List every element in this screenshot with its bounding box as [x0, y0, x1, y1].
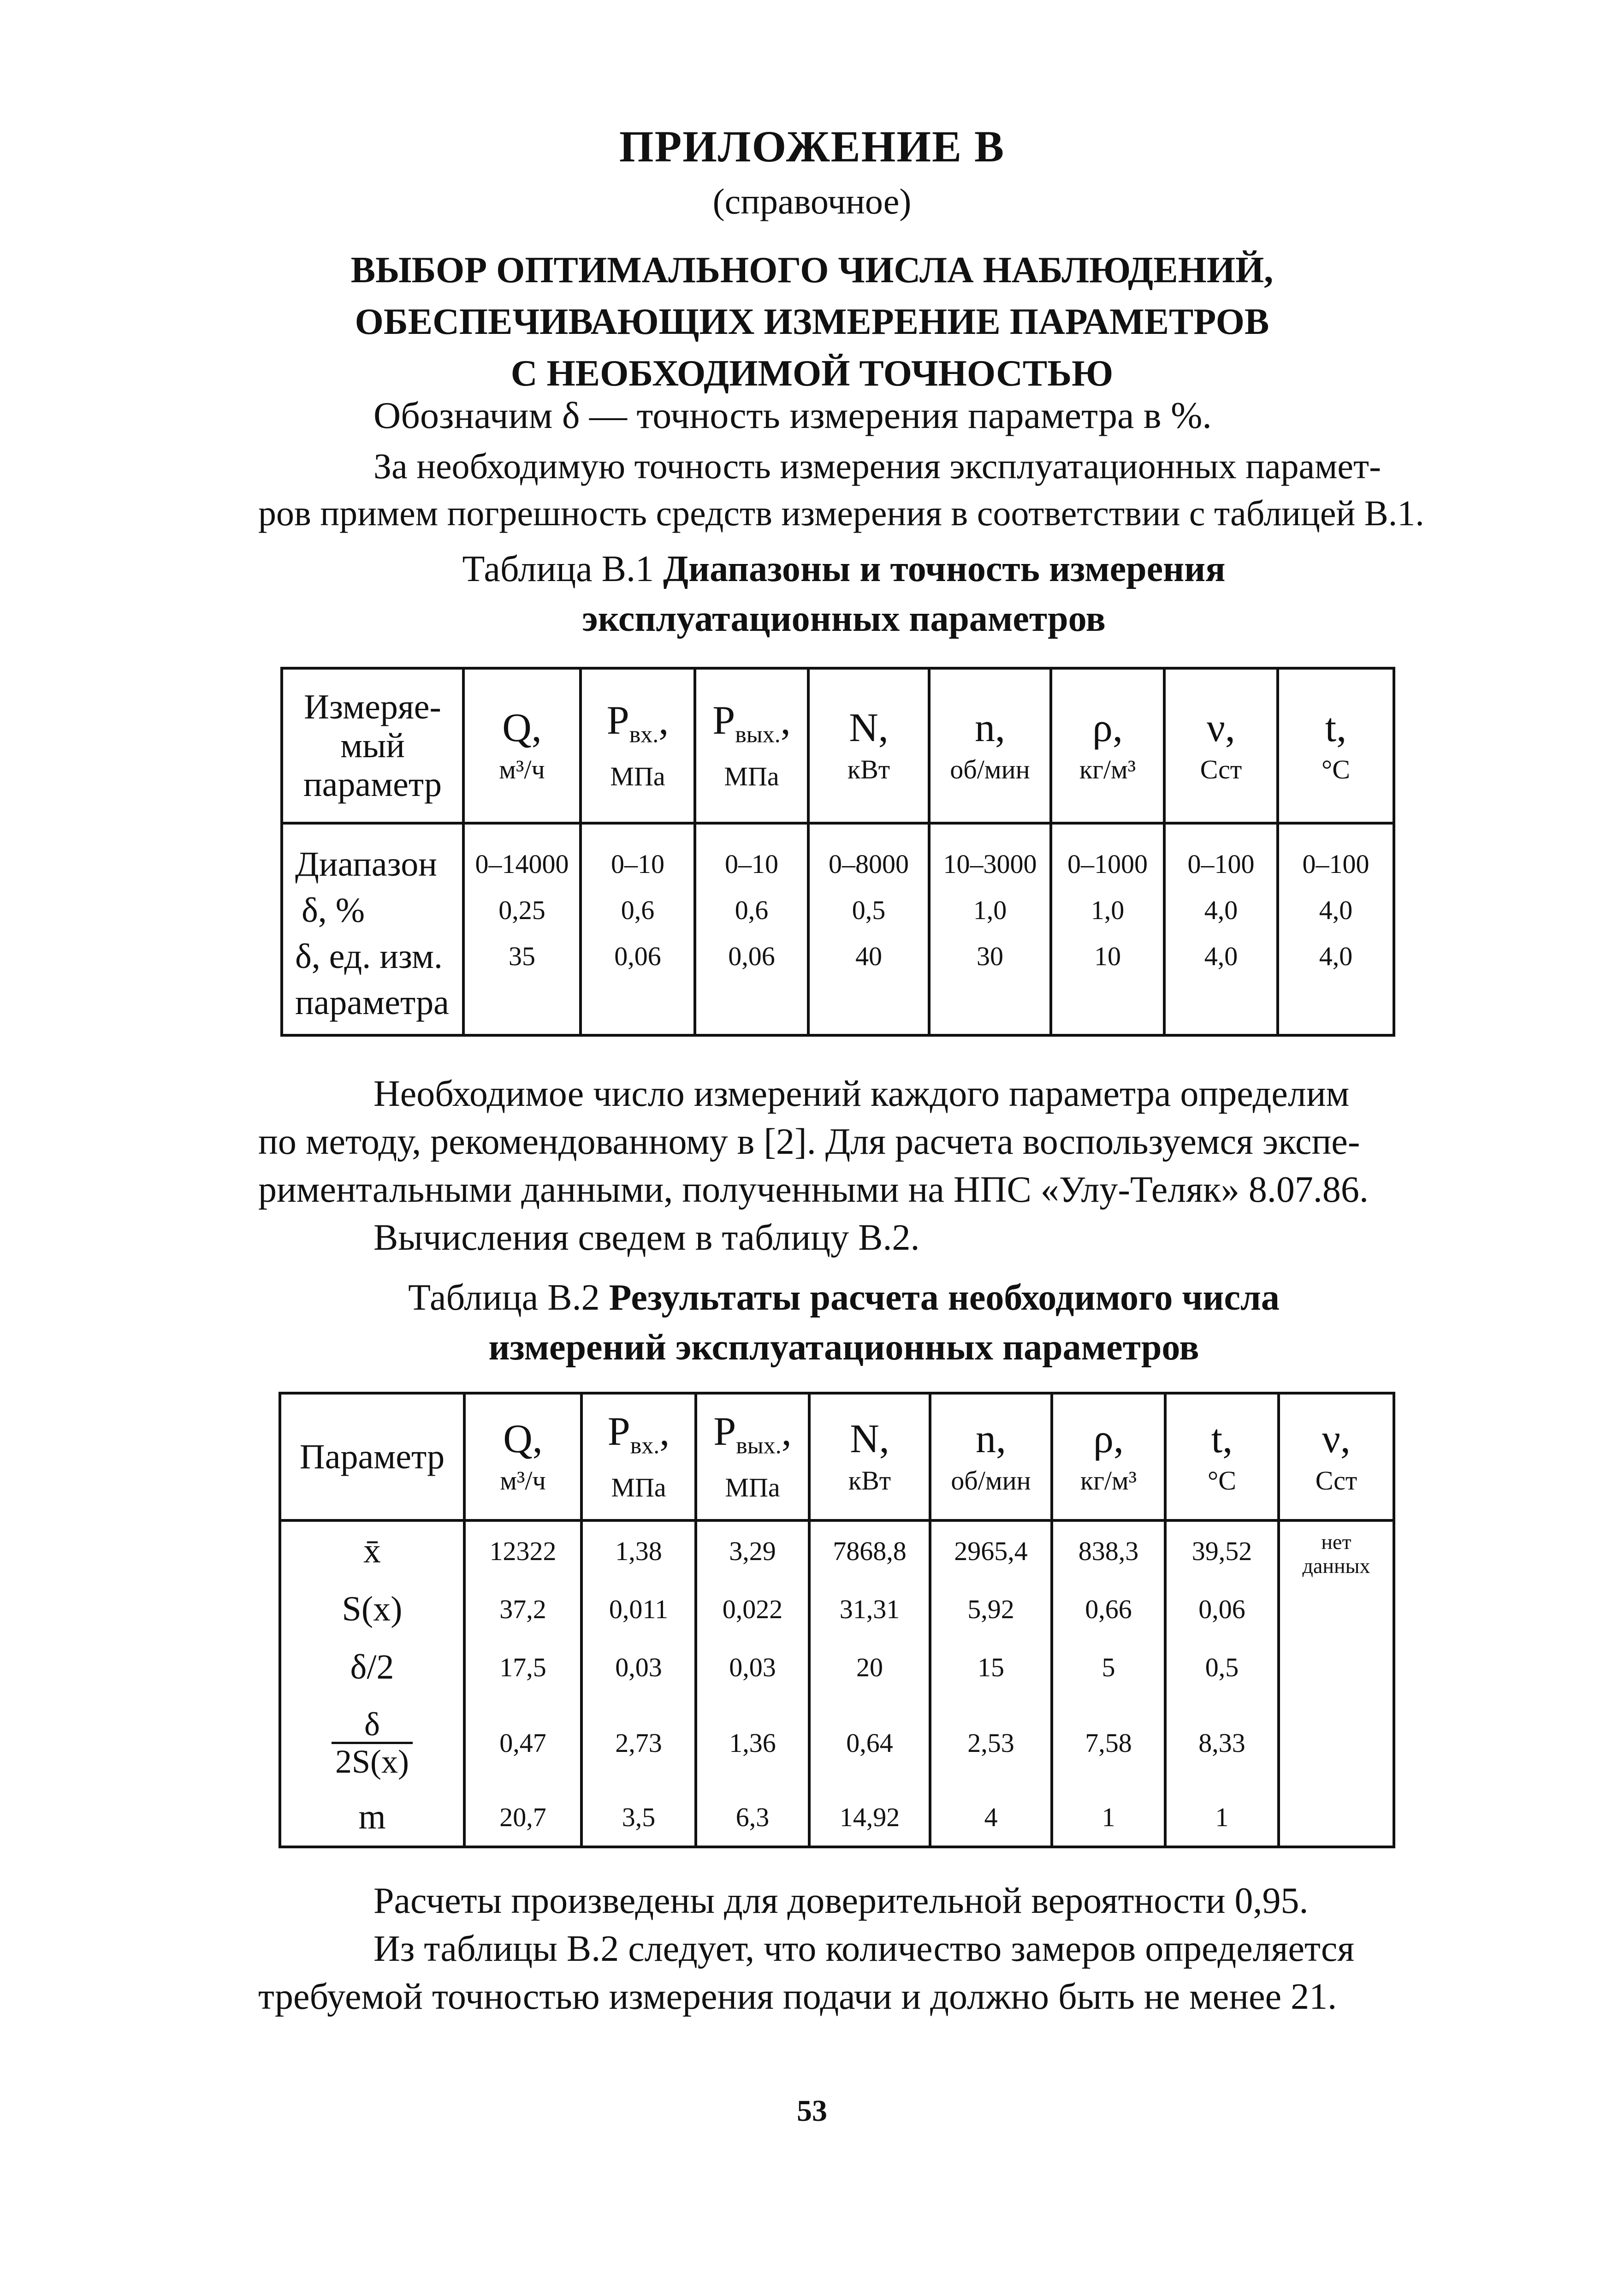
param-unit: МПа: [610, 761, 665, 791]
table2-header-row: [280, 1393, 1394, 1520]
row-label: m: [280, 1789, 464, 1847]
table2-cell: 0,66: [1052, 1580, 1165, 1638]
table2-row-sx: [280, 1580, 1394, 1638]
table2-col-header: [1165, 1393, 1279, 1520]
text-line: Расчеты произведены для доверительной вероятности 0,95.: [373, 1881, 1309, 1921]
table2-col-header: $P_{вых.}$, МПа: [696, 1393, 809, 1520]
table2-cell: 12322: [464, 1520, 581, 1580]
param-unit: °С: [1208, 1465, 1236, 1496]
range-value: 0–1000: [1067, 849, 1148, 879]
fraction-denominator: 2S(x): [335, 1743, 409, 1780]
param-symbol: ν,: [1322, 1416, 1351, 1461]
table1-col-header: [1051, 668, 1164, 823]
table2-cell: 2965,4: [930, 1520, 1052, 1580]
text-line: требуемой точностью измерения подачи и должно быть не менее 21.: [258, 1976, 1337, 2017]
table2-cell: 1,38: [581, 1520, 696, 1580]
table2-cell: 0,011: [581, 1580, 696, 1638]
text-line: Необходимое число измерений каждого параметра определим: [373, 1074, 1350, 1114]
table1-col-header: [1164, 668, 1278, 823]
param-unit: м³/ч: [500, 1465, 546, 1496]
heading-line: ОБЕСПЕЧИВАЮЩИХ ИЗМЕРЕНИЕ ПАРАМЕТРОВ: [355, 302, 1269, 342]
table1-col-values: [808, 823, 929, 1035]
table2-cell: 1: [1052, 1789, 1165, 1847]
page-number: 53: [797, 2094, 827, 2128]
table2-cell: 3,5: [581, 1789, 696, 1847]
table2-cell: 6,3: [696, 1789, 809, 1847]
param-subscript: вх.: [629, 721, 659, 748]
appendix-heading: [0, 244, 1624, 399]
table1-col-header: [463, 668, 581, 823]
param-symbol: n,: [976, 1416, 1006, 1461]
delta-percent-value: 0,6: [621, 895, 655, 925]
param-symbol: Q,: [502, 705, 542, 750]
row-label: Диапазон: [295, 845, 437, 884]
table1-caption-title-2: эксплуатационных параметров: [582, 599, 1106, 639]
delta-unit-value: 0,06: [614, 941, 661, 971]
row-label: x̄: [280, 1520, 464, 1580]
table1-col-header: $P_{вх.}$, МПа: [581, 668, 695, 823]
table2-cell: 31,31: [809, 1580, 930, 1638]
delta-unit-value: 4,0: [1319, 941, 1353, 971]
table2-cell: 0,5: [1165, 1638, 1279, 1697]
delta-unit-value: 0,06: [728, 941, 775, 971]
table2-cell: 8,33: [1165, 1697, 1279, 1789]
table2-cell: 0,03: [696, 1638, 809, 1697]
table2-cell: 0,03: [581, 1638, 696, 1697]
text-line: ров примем погрешность средств измерения в соответствии с таблицей В.1.: [258, 493, 1424, 533]
heading-line: С НЕОБХОДИМОЙ ТОЧНОСТЬЮ: [510, 353, 1114, 394]
closing-paragraph: [258, 1877, 1439, 2021]
table2-cell: 0,06: [1165, 1580, 1279, 1638]
param-symbol: P: [606, 698, 629, 743]
table2-cell: 7,58: [1052, 1697, 1165, 1789]
delta-unit-value: 30: [977, 941, 1003, 971]
param-subscript: вх.: [630, 1432, 660, 1459]
table2-cell: 4: [930, 1789, 1052, 1847]
table2-cell: 2,73: [581, 1697, 696, 1789]
param-unit: об/мин: [951, 1465, 1031, 1496]
param-unit: °С: [1322, 754, 1350, 784]
table2-row-m: [280, 1789, 1394, 1847]
param-unit: Сст: [1315, 1465, 1357, 1496]
text-line: Из таблицы В.2 следует, что количество замеров определяется: [373, 1929, 1355, 1969]
param-unit: м³/ч: [499, 754, 545, 784]
table2-cell: 5: [1052, 1638, 1165, 1697]
table1-col-values: [929, 823, 1051, 1035]
table2-col-header: [464, 1393, 581, 1520]
table2-cell: 17,5: [464, 1638, 581, 1697]
table1-col-header: [808, 668, 929, 823]
row-label: S(x): [280, 1580, 464, 1638]
text-line: по методу, рекомендованному в [2]. Для расчета воспользуемся экспе-: [258, 1122, 1360, 1162]
param-subscript: вых.: [735, 721, 781, 748]
appendix-title: ПРИЛОЖЕНИЕ В: [619, 122, 1005, 171]
table1-header-row: [282, 668, 1394, 823]
delta-percent-value: 1,0: [973, 895, 1007, 925]
table1-data-row: [282, 823, 1394, 1035]
param-unit: об/мин: [950, 754, 1030, 784]
table1-caption-title: Диапазоны и точность измерения: [663, 549, 1226, 589]
delta-percent-value: 0,6: [735, 895, 769, 925]
param-unit: кВт: [848, 1465, 891, 1496]
param-unit: МПа: [724, 761, 779, 791]
text-line: Вычисления сведем в таблицу В.2.: [373, 1217, 920, 1258]
table1-col-values: [1051, 823, 1164, 1035]
row-label: δ/2: [280, 1638, 464, 1697]
table2-cell: 2,53: [930, 1697, 1052, 1789]
table2-cell: 20,7: [464, 1789, 581, 1847]
table2-cell: 1: [1165, 1789, 1279, 1847]
table2-cell: 15: [930, 1638, 1052, 1697]
table2-corner-header: Параметр: [280, 1393, 464, 1520]
delta-over-2sx: [332, 1707, 413, 1779]
delta-percent-value: 4,0: [1319, 895, 1353, 925]
table1-col-header: $P_{вых.}$, МПа: [695, 668, 808, 823]
param-symbol: Q,: [503, 1416, 543, 1461]
table2-cell: 0,022: [696, 1580, 809, 1638]
intro-paragraph-1: Обозначим δ — точность измерения параметра в %.: [373, 394, 1212, 436]
delta-unit-value: 35: [509, 941, 535, 971]
param-symbol: t,: [1211, 1416, 1233, 1461]
table2-no-data-cell: [1279, 1520, 1394, 1847]
table1-corner-header: [282, 668, 463, 823]
delta-unit-value: 4,0: [1204, 941, 1238, 971]
table2-caption: [277, 1273, 1411, 1372]
table2-cell: 14,92: [809, 1789, 930, 1847]
param-unit: Сст: [1200, 754, 1242, 784]
param-symbol: ρ,: [1092, 705, 1123, 750]
table2-cell: 0,64: [809, 1697, 930, 1789]
delta-percent-value: 0,25: [498, 895, 545, 925]
table1-col-header: [1278, 668, 1394, 823]
table2-col-header: [930, 1393, 1052, 1520]
param-symbol: ρ,: [1093, 1416, 1124, 1461]
table1: [280, 667, 1395, 1037]
table2-cell: 20: [809, 1638, 930, 1697]
row-label: δ, %: [302, 891, 365, 930]
table2: [279, 1392, 1395, 1848]
table1-col-values: [1164, 823, 1278, 1035]
table2-caption-prefix: Таблица В.2: [408, 1277, 600, 1318]
param-symbol: n,: [975, 705, 1005, 750]
range-value: 0–10: [611, 849, 664, 879]
intro-paragraph-2: [258, 443, 1439, 537]
text-line: риментальными данными, полученными на НПС «Улу-Теляк» 8.07.86.: [258, 1169, 1369, 1210]
corner-line: Измеряе-: [304, 688, 441, 726]
row-label-fraction: [280, 1697, 464, 1789]
table2-cell: 37,2: [464, 1580, 581, 1638]
table2-caption-title-2: измерений эксплуатационных параметров: [488, 1327, 1199, 1368]
table2-row-half-delta: [280, 1638, 1394, 1697]
table2-cell: 7868,8: [809, 1520, 930, 1580]
heading-line: ВЫБОР ОПТИМАЛЬНОГО ЧИСЛА НАБЛЮДЕНИЙ,: [350, 250, 1274, 291]
param-unit: кВт: [847, 754, 890, 784]
table2-caption-title: Результаты расчета необходимого числа: [609, 1277, 1280, 1318]
table2-row-ratio: [280, 1697, 1394, 1789]
range-value: 0–14000: [475, 849, 569, 879]
no-data-text: данных: [1302, 1554, 1370, 1578]
text-line: За необходимую точность измерения эксплуатационных парамет-: [373, 446, 1381, 486]
param-subscript: вых.: [736, 1432, 782, 1459]
param-symbol: P: [607, 1409, 630, 1454]
param-unit: МПа: [611, 1472, 666, 1502]
corner-line: параметр: [303, 765, 442, 804]
delta-unit-value: 40: [855, 941, 882, 971]
param-symbol: P: [713, 1409, 736, 1454]
appendix-subtitle: (справочное): [712, 181, 912, 221]
param-symbol: ν,: [1207, 705, 1235, 750]
param-symbol: t,: [1325, 705, 1347, 750]
table1-col-header: [929, 668, 1051, 823]
table1-col-values: [1278, 823, 1394, 1035]
param-unit: кг/м³: [1080, 1465, 1137, 1496]
table2-cell: 0,47: [464, 1697, 581, 1789]
range-value: 0–8000: [829, 849, 909, 879]
range-value: 10–3000: [943, 849, 1037, 879]
table2-col-header: [1052, 1393, 1165, 1520]
table2-cell: 5,92: [930, 1580, 1052, 1638]
method-paragraph: [258, 1070, 1439, 1262]
delta-percent-value: 4,0: [1204, 895, 1238, 925]
table1-caption: [277, 544, 1411, 644]
table2-row-mean: [280, 1520, 1394, 1580]
param-unit: МПа: [725, 1472, 780, 1502]
table1-col-values: [463, 823, 581, 1035]
delta-percent-value: 0,5: [852, 895, 886, 925]
param-symbol: N,: [850, 1416, 889, 1461]
table2-cell: 39,52: [1165, 1520, 1279, 1580]
table2-cell: 1,36: [696, 1697, 809, 1789]
table1-caption-prefix: Таблица В.1: [462, 549, 654, 589]
corner-line: мый: [340, 726, 405, 765]
table2-col-header: [809, 1393, 930, 1520]
table2-cell: 3,29: [696, 1520, 809, 1580]
table2-col-header: $P_{вх.}$, МПа: [581, 1393, 696, 1520]
fraction-numerator: δ: [332, 1707, 413, 1744]
row-label: δ, ед. изм.: [295, 937, 443, 976]
table1-row-labels: [282, 823, 463, 1035]
range-value: 0–10: [725, 849, 778, 879]
table1-col-values: [695, 823, 808, 1035]
row-label: параметра: [295, 983, 449, 1022]
delta-percent-value: 1,0: [1091, 895, 1125, 925]
param-unit: кг/м³: [1079, 754, 1136, 784]
range-value: 0–100: [1187, 849, 1255, 879]
range-value: 0–100: [1302, 849, 1369, 879]
no-data-text: нет: [1321, 1530, 1351, 1554]
delta-unit-value: 10: [1094, 941, 1121, 971]
table1-col-values: [581, 823, 695, 1035]
param-symbol: P: [712, 698, 735, 743]
table2-col-header: [1279, 1393, 1394, 1520]
table2-cell: 838,3: [1052, 1520, 1165, 1580]
param-symbol: N,: [849, 705, 889, 750]
